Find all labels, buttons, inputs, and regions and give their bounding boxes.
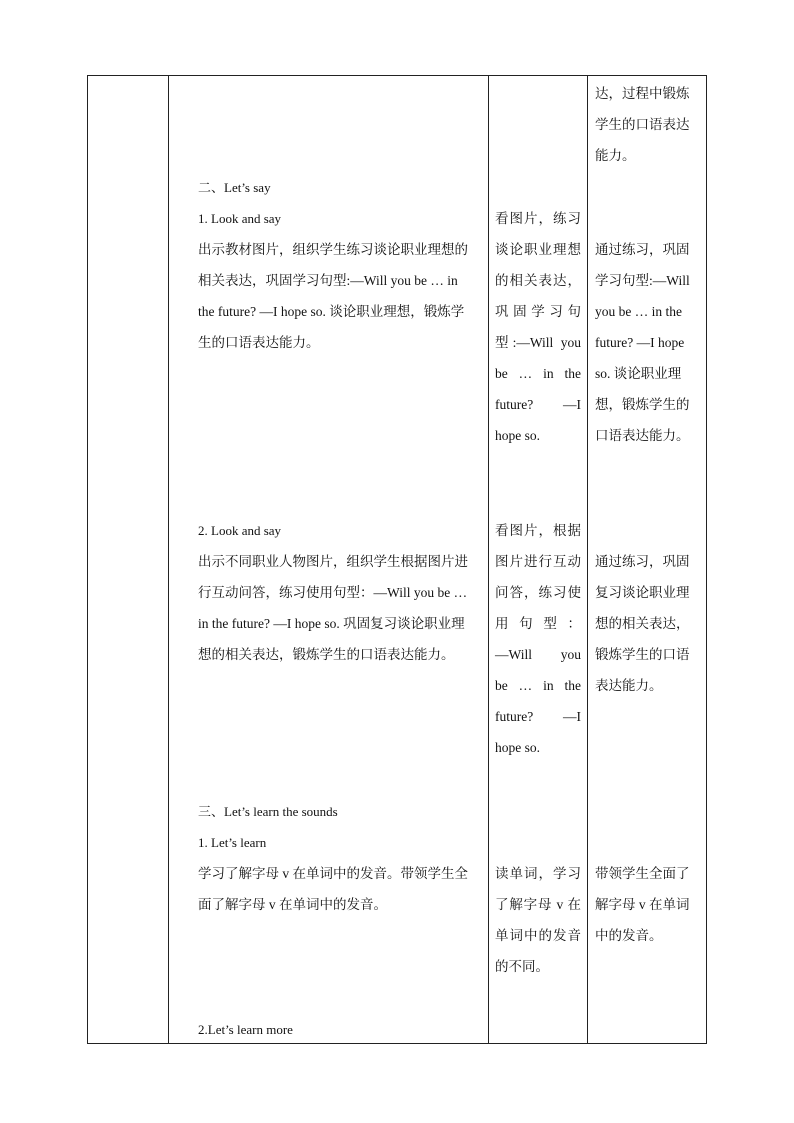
text-line: 型:—Will you bbox=[495, 335, 581, 350]
student-activity bbox=[495, 203, 581, 451]
teacher-activity bbox=[198, 234, 483, 358]
text-line: 看图片，练习 bbox=[495, 211, 581, 226]
text-line: 表达能力。 bbox=[595, 678, 663, 693]
text-line: hope so. bbox=[495, 740, 540, 755]
text-line: 单词中的发音 bbox=[495, 928, 581, 943]
text-line: 相关表达，巩固学习句型:—Will you be … in bbox=[198, 273, 458, 288]
text-line: be … in the bbox=[495, 678, 581, 693]
text-line: 复习谈论职业理 bbox=[595, 585, 690, 600]
text-line: 中的发音。 bbox=[595, 928, 663, 943]
subsection-title: 2.Let’s learn more bbox=[198, 1022, 293, 1037]
text-line: 通过练习，巩固 bbox=[595, 242, 690, 257]
text-line: future? —I bbox=[495, 397, 581, 412]
text-line: 想的相关表达，锻炼学生的口语表达能力。 bbox=[198, 647, 455, 662]
lesson-plan-table bbox=[87, 75, 707, 1044]
text-line: 图片进行互动 bbox=[495, 554, 581, 569]
text-line: 的相关表达， bbox=[495, 273, 581, 288]
student-activity bbox=[495, 858, 581, 982]
text-line: 问答，练习使 bbox=[495, 585, 581, 600]
subsection-title: 1. Let’s learn bbox=[198, 835, 267, 850]
text-line: 巩固学习句 bbox=[495, 304, 581, 319]
text-line: you be … in the bbox=[595, 304, 682, 319]
text-line: 出示教材图片，组织学生练习谈论职业理想的 bbox=[198, 242, 468, 257]
text-line: be … in the bbox=[495, 366, 581, 381]
text-line: 出示不同职业人物图片，组织学生根据图片进 bbox=[198, 554, 468, 569]
text-line: 能力。 bbox=[595, 148, 636, 163]
text-line: 学习句型:—Will bbox=[595, 273, 690, 288]
text-line: future? —I hope bbox=[595, 335, 685, 350]
text-line: 想，锻炼学生的 bbox=[595, 397, 690, 412]
text-line: 锻炼学生的口语 bbox=[595, 647, 690, 662]
text-line: 达，过程中锻炼 bbox=[595, 86, 690, 101]
column-divider-2 bbox=[488, 76, 489, 1043]
section-heading: 三、Let’s learn the sounds bbox=[198, 804, 338, 819]
text-line: 了解字母 v 在 bbox=[495, 897, 581, 912]
subsection-title: 1. Look and say bbox=[198, 211, 282, 226]
teacher-activity bbox=[198, 546, 483, 670]
teacher-activity bbox=[198, 858, 483, 920]
design-purpose bbox=[595, 858, 700, 951]
text-line: in the future? —I hope so. 巩固复习谈论职业理 bbox=[198, 616, 465, 631]
text-line: —Will you bbox=[495, 647, 581, 662]
text-line: hope so. bbox=[495, 428, 540, 443]
text-line: 读单词，学习 bbox=[495, 866, 581, 881]
student-activity bbox=[495, 515, 581, 763]
section-heading: 二、Let’s say bbox=[198, 180, 271, 195]
text-line: 看图片，根据 bbox=[495, 523, 581, 538]
text-line: 用 句 型 ： bbox=[495, 616, 581, 631]
text-line: 面了解字母 v 在单词中的发音。 bbox=[198, 897, 387, 912]
text-line: 学生的口语表达 bbox=[595, 117, 690, 132]
text-line: 解字母 v 在单词 bbox=[595, 897, 690, 912]
text-line: the future? —I hope so. 谈论职业理想，锻炼学 bbox=[198, 304, 465, 319]
subsection-title: 2. Look and say bbox=[198, 523, 282, 538]
column-divider-1 bbox=[168, 76, 169, 1043]
text-line: future? —I bbox=[495, 709, 581, 724]
text-line: 行互动问答，练习使用句型：—Will you be … bbox=[198, 585, 468, 600]
text-line: 谈论职业理想 bbox=[495, 242, 581, 257]
text-line: 口语表达能力。 bbox=[595, 428, 690, 443]
text-line: 带领学生全面了 bbox=[595, 866, 690, 881]
text-line: 通过练习，巩固 bbox=[595, 554, 690, 569]
column-divider-3 bbox=[587, 76, 588, 1043]
text-line: so. 谈论职业理 bbox=[595, 366, 682, 381]
design-purpose bbox=[595, 546, 700, 701]
text-line: 想的相关表达， bbox=[595, 616, 690, 631]
purpose-continuation bbox=[595, 78, 700, 171]
text-line: 学习了解字母 v 在单词中的发音。带领学生全 bbox=[198, 866, 468, 881]
design-purpose bbox=[595, 234, 700, 451]
text-line: 的不同。 bbox=[495, 959, 549, 974]
text-line: 生的口语表达能力。 bbox=[198, 335, 320, 350]
